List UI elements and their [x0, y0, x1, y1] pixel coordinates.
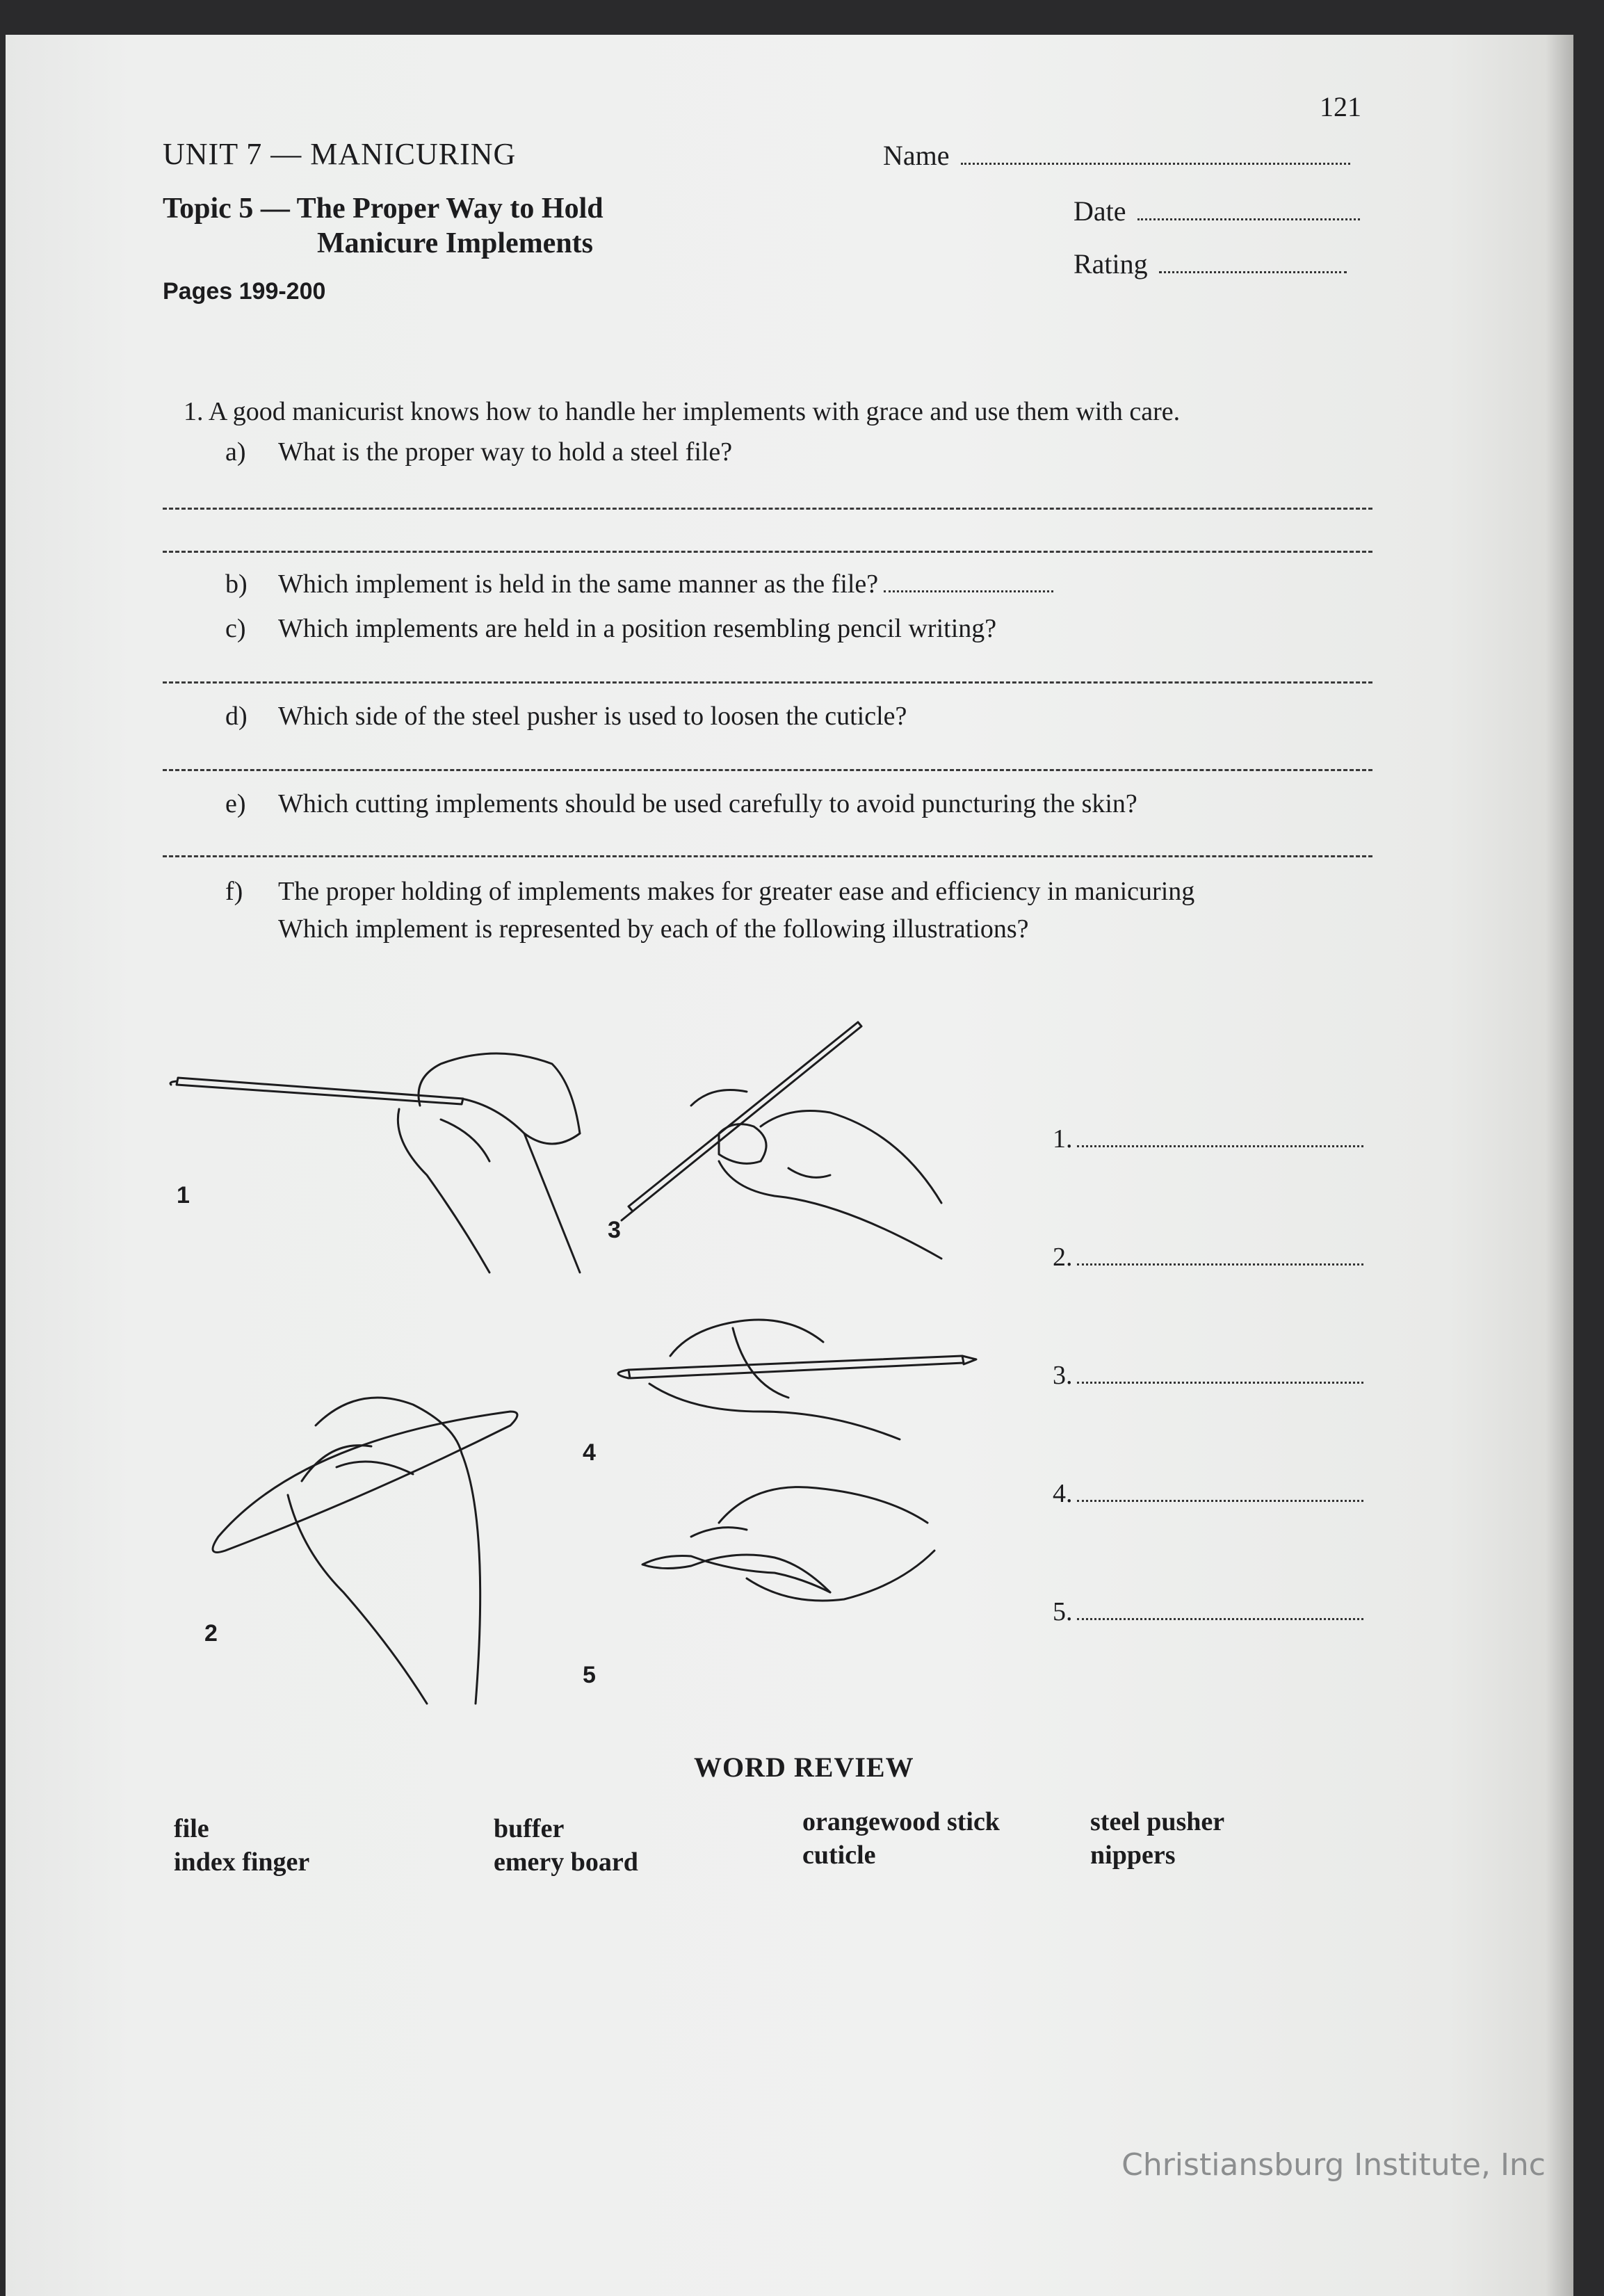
question-b	[225, 569, 1053, 599]
illustration-label-2: 2	[204, 1620, 218, 1647]
answer-line-c[interactable]	[163, 681, 1372, 684]
watermark: Christiansburg Institute, Inc	[1121, 2147, 1546, 2183]
rating-blank[interactable]	[1159, 268, 1347, 273]
date-blank[interactable]	[1137, 216, 1360, 220]
word-review-term: steel pusher	[1090, 1807, 1225, 1836]
answer-line-a2[interactable]	[163, 551, 1372, 553]
name-field[interactable]	[883, 139, 1350, 172]
word-review-term: file	[174, 1814, 209, 1843]
illustration-answer-3[interactable]	[1053, 1360, 1363, 1391]
illustration-label-1: 1	[177, 1182, 190, 1208]
rating-label: Rating	[1074, 248, 1148, 280]
question-d	[225, 701, 907, 731]
illustration-label-4: 4	[583, 1439, 596, 1466]
question-text: Which side of the steel pusher is used to loosen the cuticle?	[278, 702, 907, 731]
name-blank[interactable]	[961, 160, 1350, 165]
page-edge-shadow	[1546, 35, 1573, 2296]
illustration-2-buffer	[213, 1398, 517, 1704]
question-letter: d)	[225, 702, 248, 731]
illustration-answer-1[interactable]	[1053, 1124, 1363, 1154]
question-letter: b)	[225, 569, 248, 599]
name-label: Name	[883, 140, 950, 171]
question-1: 1. A good manicurist knows how to handle her implements with grace and use them with care.	[184, 397, 1181, 426]
question-text: The proper holding of implements makes for greater ease and efficiency in manicuring	[278, 877, 1195, 906]
word-review-term: cuticle	[802, 1841, 876, 1870]
word-review-term: buffer	[494, 1814, 565, 1843]
answer-blank-b[interactable]	[884, 590, 1053, 592]
date-field[interactable]	[1074, 195, 1360, 227]
hand-illustrations	[163, 994, 983, 1724]
question-text: Which implement is held in the same manner as the file?	[278, 569, 879, 599]
answer-blank[interactable]	[1077, 1382, 1363, 1384]
word-review-title: WORD REVIEW	[694, 1752, 914, 1783]
word-review-column-1	[174, 1812, 309, 1879]
illustration-1-steel-file	[170, 1053, 580, 1272]
unit-title: UNIT 7 — MANICURING	[163, 137, 517, 171]
question-text: Which implements are held in a position resembling pencil writing?	[278, 614, 997, 643]
word-review-term: nippers	[1090, 1841, 1176, 1870]
question-f	[225, 876, 1194, 907]
question-f-line-2: Which implement is represented by each of the following illustrations?	[278, 914, 1029, 944]
word-review-column-2	[494, 1812, 638, 1879]
word-review-column-4	[1090, 1805, 1224, 1872]
illustration-label-5: 5	[583, 1662, 596, 1688]
illustration-5-nippers	[642, 1487, 934, 1601]
question-letter: a)	[225, 437, 246, 467]
illustration-4-cuticle-pusher	[618, 1320, 976, 1439]
answer-number: 4.	[1053, 1479, 1073, 1508]
page-number: 121	[1320, 91, 1361, 122]
question-text: Which cutting implements should be used carefully to avoid puncturing the skin?	[278, 789, 1137, 818]
answer-blank[interactable]	[1077, 1618, 1363, 1620]
question-letter: f)	[225, 877, 243, 906]
question-e	[225, 789, 1137, 819]
answer-number: 3.	[1053, 1361, 1073, 1390]
word-review-column-3	[802, 1805, 1000, 1872]
answer-number: 2.	[1053, 1243, 1073, 1272]
answer-blank[interactable]	[1077, 1263, 1363, 1266]
date-label: Date	[1074, 195, 1126, 227]
question-letter: e)	[225, 789, 246, 818]
word-review-term: index finger	[174, 1848, 310, 1877]
question-c	[225, 613, 996, 644]
answer-number: 1.	[1053, 1124, 1073, 1154]
answer-blank[interactable]	[1077, 1500, 1363, 1502]
pages-reference: Pages 199-200	[163, 278, 326, 305]
word-review-term: emery board	[494, 1848, 638, 1877]
rating-field[interactable]	[1074, 248, 1347, 280]
answer-line-a1[interactable]	[163, 508, 1372, 510]
illustration-3-orangewood-stick	[622, 1022, 941, 1259]
illustration-answer-4[interactable]	[1053, 1478, 1363, 1509]
illustration-label-3: 3	[608, 1217, 621, 1243]
illustration-answer-2[interactable]	[1053, 1242, 1363, 1272]
answer-line-d[interactable]	[163, 769, 1372, 771]
answer-number: 5.	[1053, 1597, 1073, 1626]
answer-blank[interactable]	[1077, 1145, 1363, 1147]
question-a	[225, 437, 732, 467]
illustration-answer-5[interactable]	[1053, 1596, 1363, 1627]
answer-line-e[interactable]	[163, 855, 1372, 857]
worksheet-page	[6, 35, 1573, 2296]
word-review-term: orangewood stick	[802, 1807, 1000, 1836]
topic-title-line-2: Manicure Implements	[317, 227, 594, 259]
question-text: What is the proper way to hold a steel file?	[278, 437, 733, 467]
question-letter: c)	[225, 614, 246, 643]
topic-title-line-1: Topic 5 — The Proper Way to Hold	[163, 193, 603, 225]
